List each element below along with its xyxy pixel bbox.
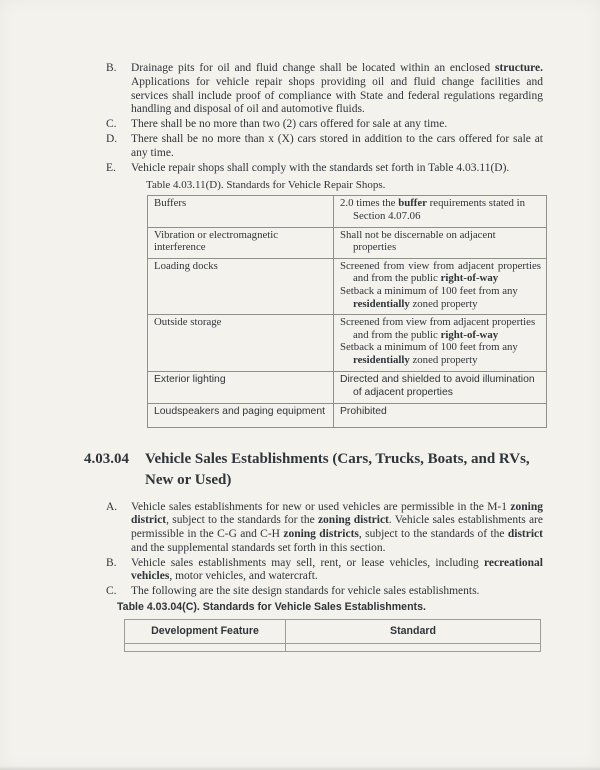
list-item xyxy=(106,557,543,585)
standard-text: Setback a minimum of 100 feet from any residentially zoned property xyxy=(340,284,518,310)
feature-text: Outside storage xyxy=(154,316,222,329)
feature-text: Exterior lighting xyxy=(154,373,226,385)
table-row xyxy=(148,227,547,258)
table-row xyxy=(148,403,547,427)
feature-cell xyxy=(148,371,334,403)
feature-cell xyxy=(148,196,334,227)
section-number: 4.03.04 xyxy=(84,450,129,467)
table-row xyxy=(148,371,547,403)
feature-cell xyxy=(148,403,334,427)
table-row xyxy=(148,196,547,227)
feature-text: Loading docks xyxy=(154,259,218,272)
feature-cell xyxy=(148,227,334,258)
table-row xyxy=(148,315,547,371)
list-item-label: E. xyxy=(106,161,116,174)
empty-cell xyxy=(125,644,286,652)
list-item xyxy=(106,162,543,176)
list-item-text: Vehicle sales establishments may sell, rent, or lease vehicles, including recreational vehicles, motor vehicles, and watercraft. xyxy=(131,556,543,583)
standard-text: 2.0 times the buffer requirements stated in Section 4.07.06 xyxy=(340,197,526,222)
list-item-label: B. xyxy=(106,62,117,74)
list-item xyxy=(106,585,543,599)
standard-text: Prohibited xyxy=(340,405,387,417)
standards-table-vehicle-sales xyxy=(124,619,541,652)
list-item xyxy=(106,118,543,132)
standard-text: Screened from view from adjacent properties and from the public right-of-way xyxy=(340,259,541,285)
standard-text: Setback a minimum of 100 feet from any residentially zoned property xyxy=(340,341,518,366)
list-item-text: Drainage pits for oil and fluid change shall be located within an enclosed structure. Applications for vehicle repair shops providing oil and fluid change facilities and services shall include proof of compliance with State and federal regulations regarding handling and disposal of oil and automotive fluids. xyxy=(131,62,543,116)
list-item-label: C. xyxy=(106,585,117,598)
column-header-development-feature: Development Feature xyxy=(125,620,286,644)
empty-cell xyxy=(286,644,541,652)
standards-table-vehicle-repair xyxy=(147,195,547,427)
table-caption-repair-shops: Table 4.03.11(D). Standards for Vehicle Repair Shops. xyxy=(146,179,386,192)
feature-text: Loudspeakers and paging equipment xyxy=(154,405,325,417)
standard-cell xyxy=(334,227,547,258)
column-header-standard: Standard xyxy=(286,620,541,644)
list-item xyxy=(106,62,543,117)
list-item-text: The following are the site design standards for vehicle sales establishments. xyxy=(131,585,480,598)
standard-cell xyxy=(334,315,547,371)
list-item-text: There shall be no more than x (X) cars stored in addition to the cars offered for sale at any time. xyxy=(131,132,543,159)
standard-text: Shall not be discernable on adjacent properties xyxy=(340,228,496,254)
list-item xyxy=(106,133,543,161)
list-item xyxy=(106,501,543,556)
feature-cell xyxy=(148,315,334,371)
list-item-label: B. xyxy=(106,556,117,569)
table-caption-vehicle-sales: Table 4.03.04(C). Standards for Vehicle Sales Establishments. xyxy=(117,601,426,614)
list-item-label: A. xyxy=(106,500,118,513)
standard-text: Screened from view from adjacent properties and from the public right-of-way xyxy=(340,316,536,341)
section-heading xyxy=(84,449,560,492)
section-title: Vehicle Sales Establishments (Cars, Trucks, Boats, and RVs, New or Used) xyxy=(145,450,530,488)
feature-text: Vibration or electromagnetic interference xyxy=(154,228,279,254)
table-empty-row xyxy=(125,644,541,652)
list-item-text: There shall be no more than two (2) cars offered for sale at any time. xyxy=(131,118,448,131)
standard-cell xyxy=(334,371,547,403)
feature-cell xyxy=(148,258,334,314)
standard-cell xyxy=(334,258,547,314)
table-row xyxy=(148,258,547,314)
table-header-row xyxy=(125,620,541,644)
standard-cell xyxy=(334,196,547,227)
standard-text: Directed and shielded to avoid illumination of adjacent properties xyxy=(340,373,535,398)
standard-cell xyxy=(334,403,547,427)
list-item-label: D. xyxy=(106,132,118,145)
feature-text: Buffers xyxy=(154,197,187,210)
list-item-text: Vehicle repair shops shall comply with the standards set forth in Table 4.03.11(D). xyxy=(131,161,510,174)
list-item-text: Vehicle sales establishments for new or used vehicles are permissible in the M-1 zoning district, subject to the standards for the zoning district. Vehicle sales establishments are permissible in the C-G and C-H zoning districts, subject to the standards of the district and the supplemental standards set forth in this section. xyxy=(131,500,543,554)
list-item-label: C. xyxy=(106,118,117,131)
